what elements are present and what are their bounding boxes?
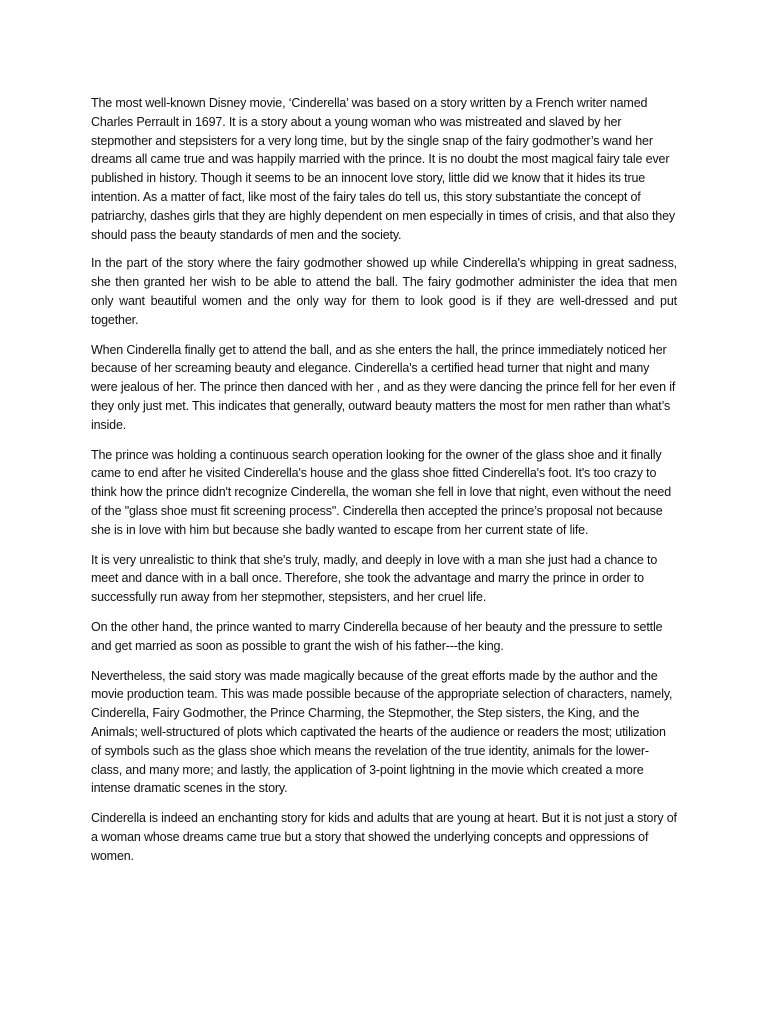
paragraph-conclusion: Cinderella is indeed an enchanting story for kids and adults that are young at heart. But it is not just a story of a woman whose dreams came true but a story that showed the underlying concepts and oppressions of women. xyxy=(91,811,677,863)
paragraph-unrealistic: It is very unrealistic to think that she's truly, madly, and deeply in love with a man she just had a chance to meet and dance with in a ball once. Therefore, she took the advantage and marry the prince in order to successfully run away from her stepmother, stepsisters, and her cruel life. xyxy=(91,552,658,605)
paragraph-ball: When Cinderella finally get to attend the ball, and as she enters the hall, the prince immediately noticed her because of her screaming beauty and elegance. Cinderella's a certified head turner that night and many were jealous of her. The prince then danced with her , and as they were dancing the prince fell for her even if they only just met. This indicates that generally, outward beauty matters the most for men rather than what’s inside. xyxy=(91,342,676,432)
paragraph-production: Nevertheless, the said story was made magically because of the great efforts made by the author and the movie production team. This was made possible because of the appropriate selection of characters, namely, Cinderella, Fairy Godmother, the Prince Charming, the Stepmother, the Step sisters, the King, and the Animals; well-structured of plots which captivated the hearts of the audience or readers the most; utilization of symbols such as the glass shoe which means the revelation of the true identity, animals for the lower-class, and many more; and lastly, the application of 3-point lightning in the movie which created a more intense dramatic scenes in the story. xyxy=(91,668,673,796)
paragraph-fairy-godmother: In the part of the story where the fairy godmother showed up while Cinderella's whipping in great sadness, she then granted her wish to be able to attend the ball. The fairy godmother administer the idea that men only want beautiful women and the only way for them to look good is if they are well-dressed and put together. xyxy=(91,256,677,327)
paragraph-glass-shoe: The prince was holding a continuous search operation looking for the owner of the glass shoe and it finally came to end after he visited Cinderella's house and the glass shoe fitted Cinderella's foot. It's too crazy to think how the prince didn't recognize Cinderella, the woman she fell in love that night, even without the need of the "glass shoe must fit screening process". Cinderella then accepted the prince’s proposal not because she is in love with him but because she badly wanted to escape from her current state of life. xyxy=(91,447,672,537)
essay-body xyxy=(91,94,677,865)
paragraph-prince: On the other hand, the prince wanted to marry Cinderella because of her beauty and the pressure to settle and get married as soon as possible to grant the wish of his father---the king. xyxy=(91,619,663,653)
paragraph-intro: The most well-known Disney movie, ‘Cinderella’ was based on a story written by a French writer named Charles Perrault in 1697. It is a story about a young woman who was mistreated and slaved by her stepmother and stepsisters for a very long time, but by the single snap of the fairy godmother’s wand her dreams all came true and was happily married with the prince. It is no doubt the most magical fairy tale ever published in history. Though it seems to be an innocent love story, little did we know that it hides its true intention. As a matter of fact, like most of the fairy tales do tell us, this story substantiate the concept of patriarchy, dashes girls that they are highly dependent on men especially in times of crisis, and that also they should pass the beauty standards of men and the society. xyxy=(91,96,675,242)
